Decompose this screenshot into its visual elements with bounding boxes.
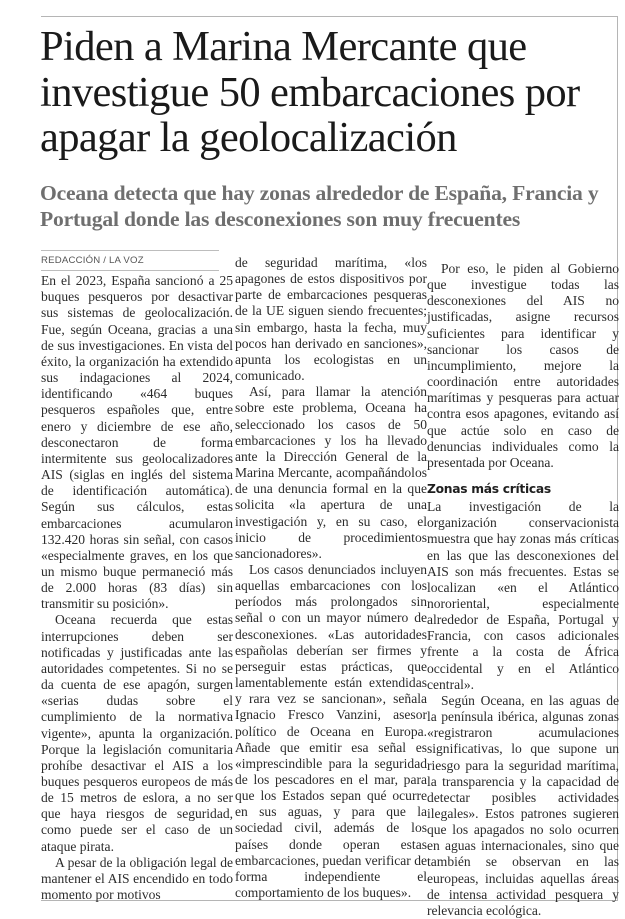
- paragraph: Así, para llamar la atención sobre este problema, Oceana ha seleccionado los casos de 50 embarcaciones y los ha llevado ante la Dirección General de la Marina Mercante, acompañándolos de una denuncia formal en la que solicita «la apertura de una investigación y, en su caso, el inicio de procedimientos sancionadores».: [235, 384, 427, 561]
- paragraph: de seguridad marítima, «los apagones de estos dispositivos por parte de embarcaciones pesqueras de la UE siguen siendo frecuentes; sin embargo, hasta la fecha, muy pocos han derivado en sanciones», apunta los ecologistas en un comunicado.: [235, 255, 427, 384]
- subheadline: Oceana detecta que hay zonas alrededor de España, Francia y Portugal donde las desconexiones son muy frecuentes: [40, 181, 599, 231]
- article-column-2: [235, 250, 427, 901]
- section-heading: Zonas más críticas: [427, 482, 551, 497]
- article-column-3: [427, 250, 619, 919]
- byline: REDACCIÓN / LA VOZ: [41, 250, 219, 271]
- paragraph: Los casos denunciados incluyen aquellas embarcaciones con los períodos más prolongados sin señal o con un mayor número de desconexiones. «Las autoridades españolas deberían ser firmes y perseguir estas prácticas, que lamentablemente están extendidas y rara vez se sancionan», señala Ignacio Fresco Vanzini, asesor político de Oceana en Europa. Añade que emitir esa señal es «imprescindible para la seguridad de los pescadores en el mar, para que los Estados sepan qué ocurre en sus aguas, y para que la sociedad civil, además de los países donde operan estas embarcaciones, puedan verificar de forma independiente el comportamiento de los buques».: [235, 561, 427, 901]
- paragraph: En el 2023, España sancionó a 25 buques pesqueros por desactivar sus sistemas de geolocalización. Fue, según Oceana, gracias a una de sus investigaciones. En vista del éxito, la organización ha extendido sus indagaciones al 2024, identificando «464 buques pesqueros españoles que, entre enero y diciembre de ese año, desconectaron de forma intermitente sus geolocalizadores AIS (siglas en inglés del sistema de identificación automática). Según sus cálculos, estas embarcaciones acumularon 132.420 horas sin señal, con casos «especialmente graves, en los que un mismo buque permaneció más de 2.000 horas (83 días) sin transmitir su posición».: [41, 273, 233, 612]
- headline: Piden a Marina Mercante que investigue 50 embarcaciones por apagar la geolocalización: [40, 23, 580, 161]
- paragraph: La investigación de la organización conservacionista muestra que hay zonas más críticas en las que las desconexiones del AIS son más frecuentes. Estas se localizan «en el Atlántico nororiental, especialmente alrededor de España, Portugal y Francia, con casos adicionales frente a la costa de África occidental y en el Atlántico central».: [427, 499, 619, 692]
- paragraph: Según Oceana, en las aguas de la península ibérica, algunas zonas «registraron acumulaciones significativas, lo que supone un riesgo para la seguridad marítima, la transparencia y la capacidad de detectar posibles actividades ilegales». Estos patrones sugieren que los apagados no solo ocurren en aguas internacionales, sino que también se observan en las europeas, incluidas aquellas áreas de intensa actividad pesquera y relevancia ecológica.: [427, 692, 619, 918]
- paragraph: Por eso, le piden al Gobierno que investigue todas las desconexiones del AIS no justificadas, asigne recursos suficientes para identificar y sancionar los casos de incumplimiento, mejore la coordinación entre autoridades marítimas y pesqueras para actuar contra esos apagones, evitando así que actúe solo en caso de denuncias individuales como la presentada por Oceana.: [427, 261, 619, 470]
- paragraph: A pesar de la obligación legal de mantener el AIS encendido en todo momento por motivos: [41, 854, 233, 903]
- top-rule: [41, 16, 617, 17]
- paragraph: Oceana recuerda que estas interrupciones deben ser notificadas y justificadas ante las autoridades competentes. Si no se da cuenta de ese apagón, surgen «serias dudas sobre el cumplimiento de la normativa vigente», apunta la organización. Porque la legislación comunitaria prohíbe desactivar el AIS a los buques pesqueros europeos de más de 15 metros de eslora, a no ser que haya riesgos de seguridad, como puede ser el caso de un ataque pirata.: [41, 612, 233, 854]
- article-column-1: [41, 250, 233, 903]
